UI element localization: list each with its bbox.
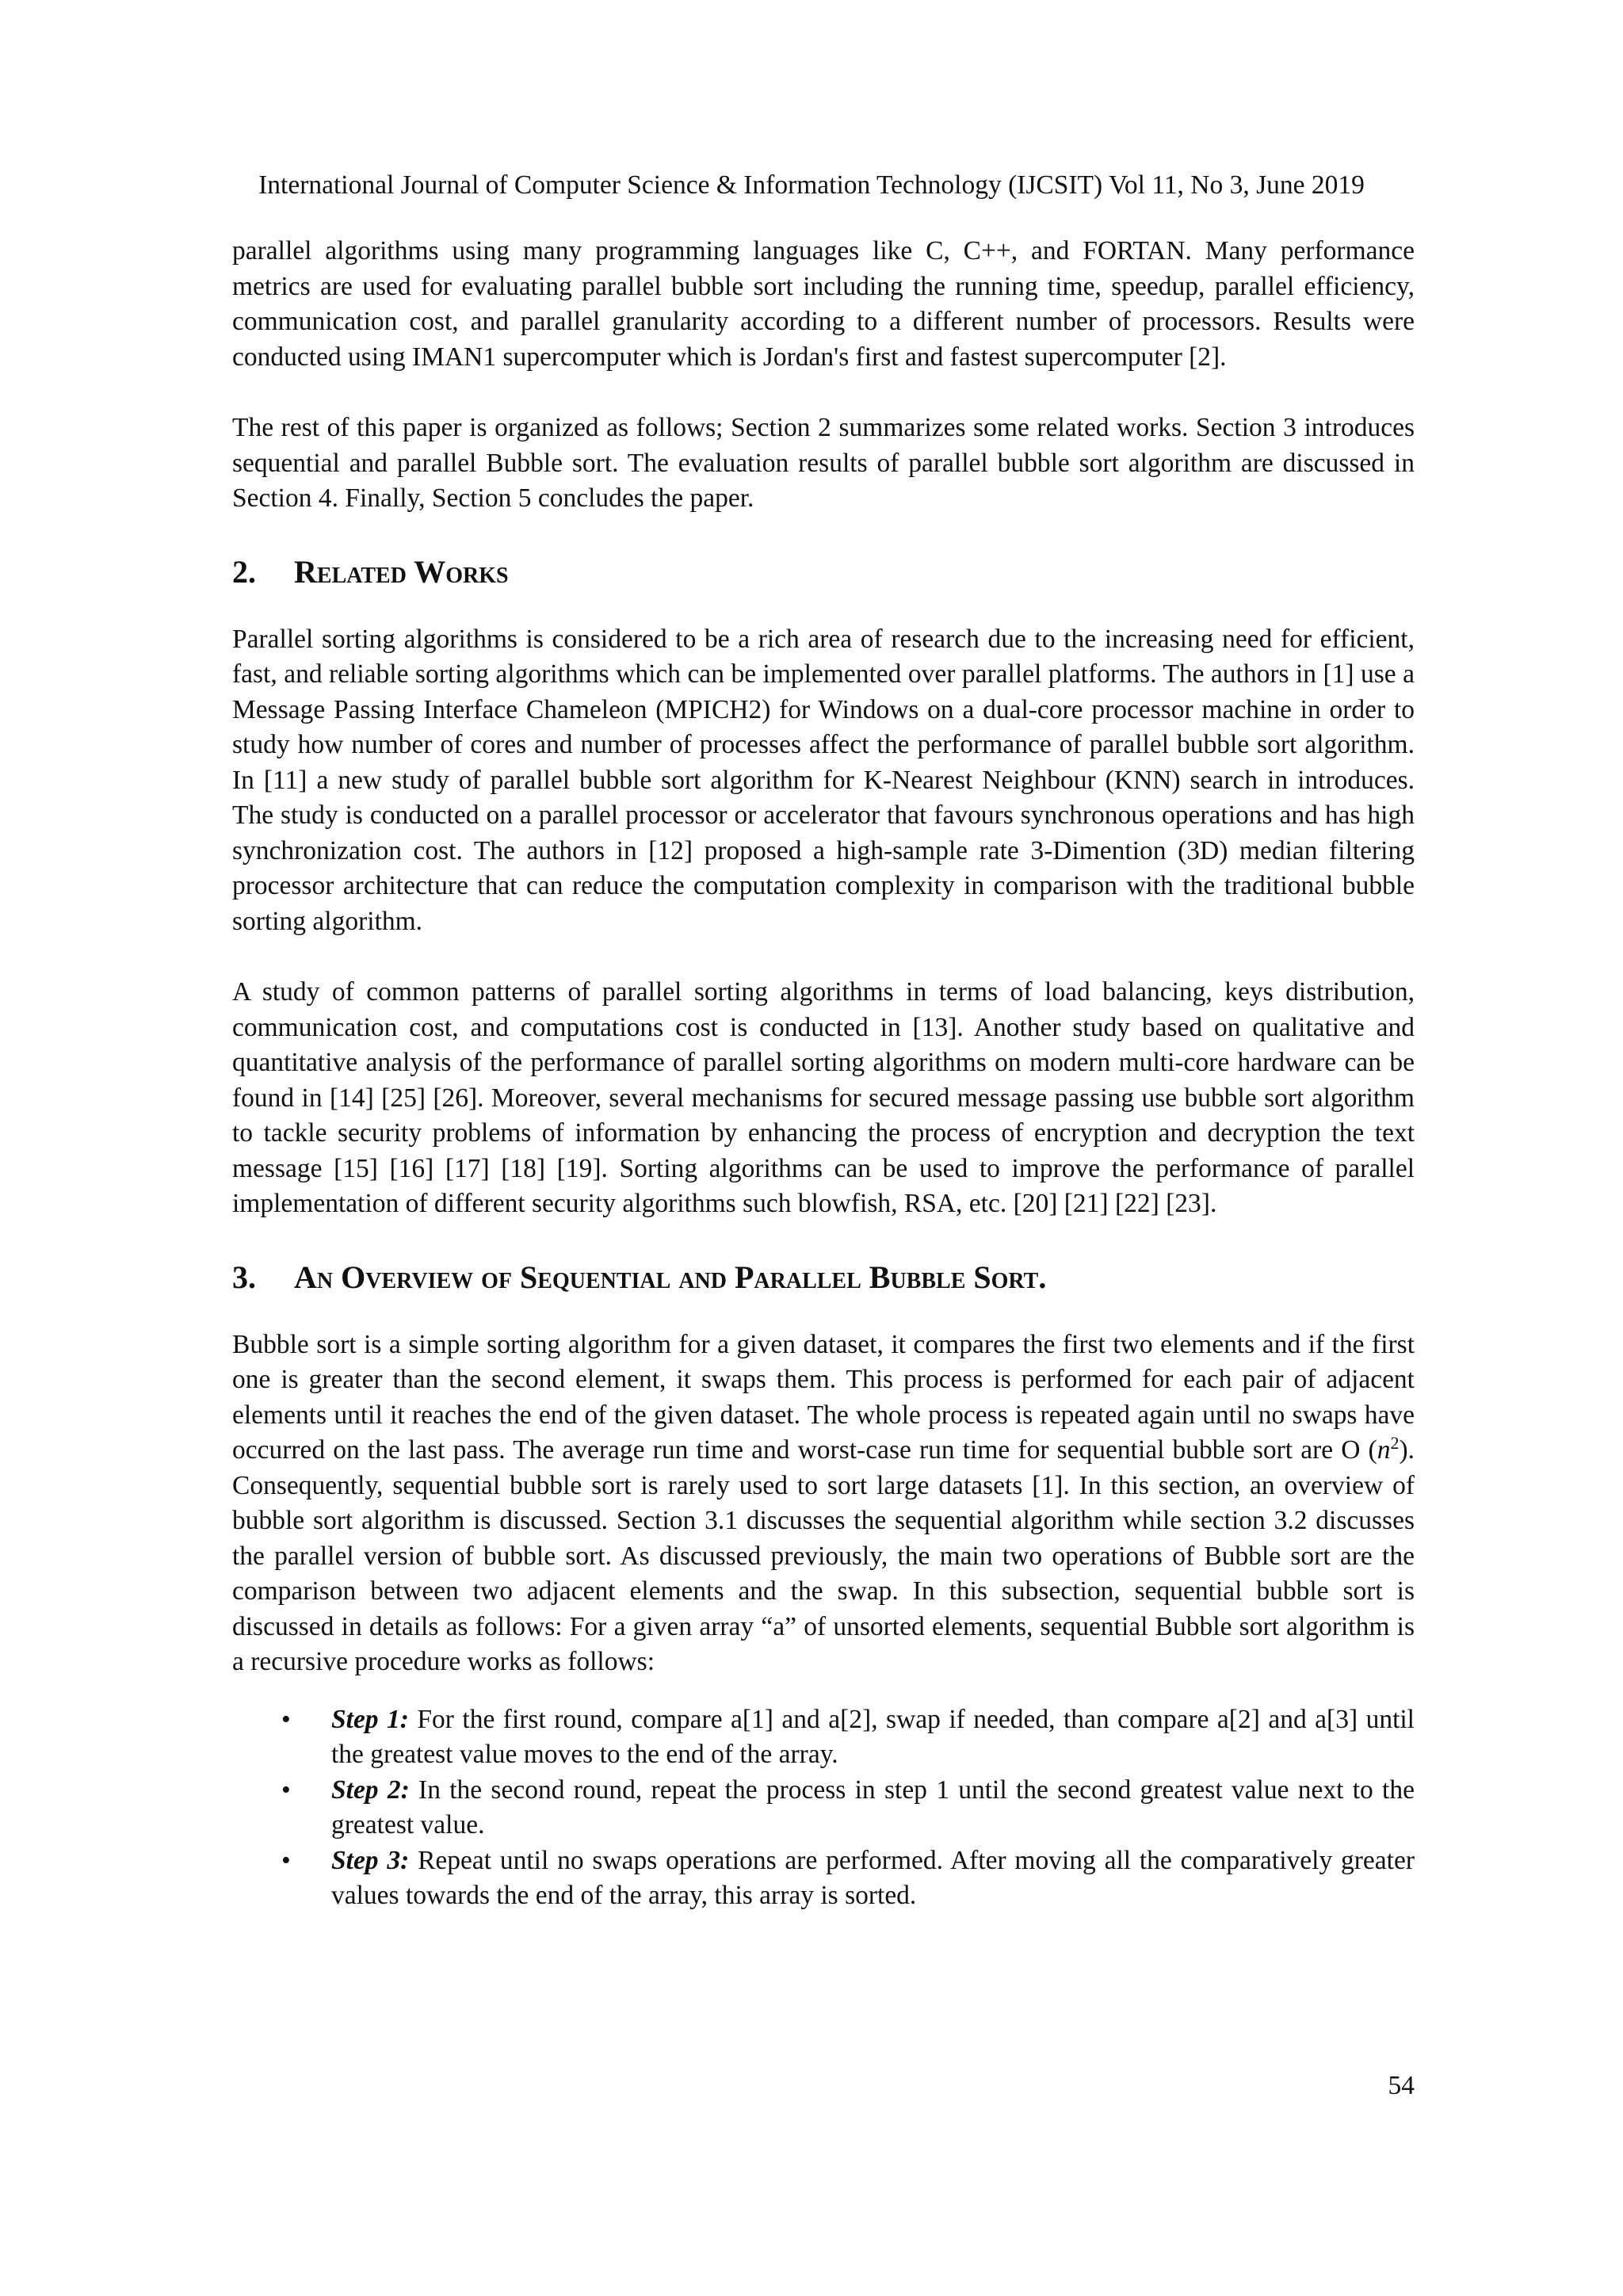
list-item — [232, 1702, 1415, 1773]
running-header: International Journal of Computer Science & Information Technology (IJCSIT) Vol 11, No 3, June 2019 — [258, 170, 1365, 200]
big-o-variable: n — [1377, 1435, 1391, 1465]
list-item — [232, 1773, 1415, 1843]
section-3-paragraph-1-part-a: Bubble sort is a simple sorting algorithm for a given dataset, it compares the first two elements and if the first one is greater than the second element, it swaps them. This process is performed for each pair of adjacent elements until it reaches the end of the given dataset. The whole process is repeated again until no swaps have occurred on the last pass. The average run time and worst-case run time for sequential bubble sort are O ( — [232, 1329, 1415, 1465]
section-3-heading — [232, 1258, 1415, 1297]
section-3-title: An Overview of Sequential and Parallel Bubble Sort. — [294, 1259, 1047, 1295]
section-2-paragraph-2: A study of common patterns of parallel sorting algorithms in terms of load balancing, keys distribution, communication cost, and computations cost is conducted in [13]. Another study based on qualitative and quantitative analysis of the performance of parallel sorting algorithms on modern multi-core hardware can be found in [14] [25] [26]. Moreover, several mechanisms for secured message passing use bubble sort algorithm to tackle security problems of information by enhancing the process of encryption and decryption the text message [15] [16] [17] [18] [19]. Sorting algorithms can be used to improve the performance of parallel implementation of different security algorithms such blowfish, RSA, etc. [20] [21] [22] [23]. — [232, 977, 1415, 1218]
bullet-icon: • — [281, 1845, 291, 1875]
step-text: Repeat until no swaps operations are performed. After moving all the comparatively greater values towards the end of the array, this array is sorted. — [331, 1845, 1415, 1910]
list-item — [232, 1843, 1415, 1914]
step-label: Step 1: — [331, 1704, 409, 1734]
step-text: In the second round, repeat the process in step 1 until the second greatest value next to the greatest value. — [331, 1775, 1415, 1839]
section-3-number: 3. — [232, 1259, 256, 1295]
bullet-icon: • — [281, 1775, 291, 1805]
section-2-paragraph-1: Parallel sorting algorithms is considered to be a rich area of research due to the increasing need for efficient, fast, and reliable sorting algorithms which can be implemented over parallel platforms. The authors in [1] use a Message Passing Interface Chameleon (MPICH2) for Windows on a dual-core processor machine in order to study how number of cores and number of processes affect the performance of parallel bubble sort algorithm. In [11] a new study of parallel bubble sort algorithm for K-Nearest Neighbour (KNN) search in introduces. The study is conducted on a parallel processor or accelerator that favours synchronous operations and has high synchronization cost. The authors in [12] proposed a high-sample rate 3-Dimention (3D) median filtering processor architecture that can reduce the computation complexity in comparison with the traditional bubble sorting algorithm. — [232, 624, 1415, 936]
section-2-heading — [232, 552, 1415, 592]
step-label: Step 3: — [331, 1845, 410, 1875]
section-3-paragraph-1 — [232, 1328, 1415, 1680]
section-3-paragraph-1-part-b: ). Consequently, sequential bubble sort is rarely used to sort large datasets [1]. In this section, an overview of bubble sort algorithm is discussed. Section 3.1 discusses the sequential algorithm while section 3.2 discusses the parallel version of bubble sort. As discussed previously, the main two operations of Bubble sort are the comparison between two adjacent elements and the swap. In this subsection, sequential bubble sort is discussed in details as follows: For a given array “a” of unsorted elements, sequential Bubble sort algorithm is a recursive procedure works as follows: — [232, 1435, 1415, 1676]
section-2-number: 2. — [232, 553, 256, 590]
big-o-exponent: 2 — [1390, 1432, 1400, 1453]
bullet-icon: • — [281, 1704, 291, 1734]
page-number: 54 — [1388, 2071, 1415, 2100]
step-text: For the first round, compare a[1] and a[2], swap if needed, than compare a[2] and a[3] until the greatest value moves to the end of the array. — [331, 1704, 1415, 1769]
intro-paragraph-2: The rest of this paper is organized as follows; Section 2 summarizes some related works. Section 3 introduces sequential and parallel Bubble sort. The evaluation results of parallel bubble sort algorithm are discussed in Section 4. Finally, Section 5 concludes the paper. — [232, 413, 1415, 513]
step-label: Step 2: — [331, 1775, 410, 1805]
paper-body — [232, 234, 1415, 1914]
steps-list — [232, 1702, 1415, 1914]
section-2-title: Related Works — [294, 553, 509, 590]
intro-paragraph-1: parallel algorithms using many programming languages like C, C++, and FORTAN. Many performance metrics are used for evaluating parallel bubble sort including the running time, speedup, parallel efficiency, communication cost, and parallel granularity according to a different number of processors. Results were conducted using IMAN1 supercomputer which is Jordan's first and fastest supercomputer [2]. — [232, 236, 1415, 372]
